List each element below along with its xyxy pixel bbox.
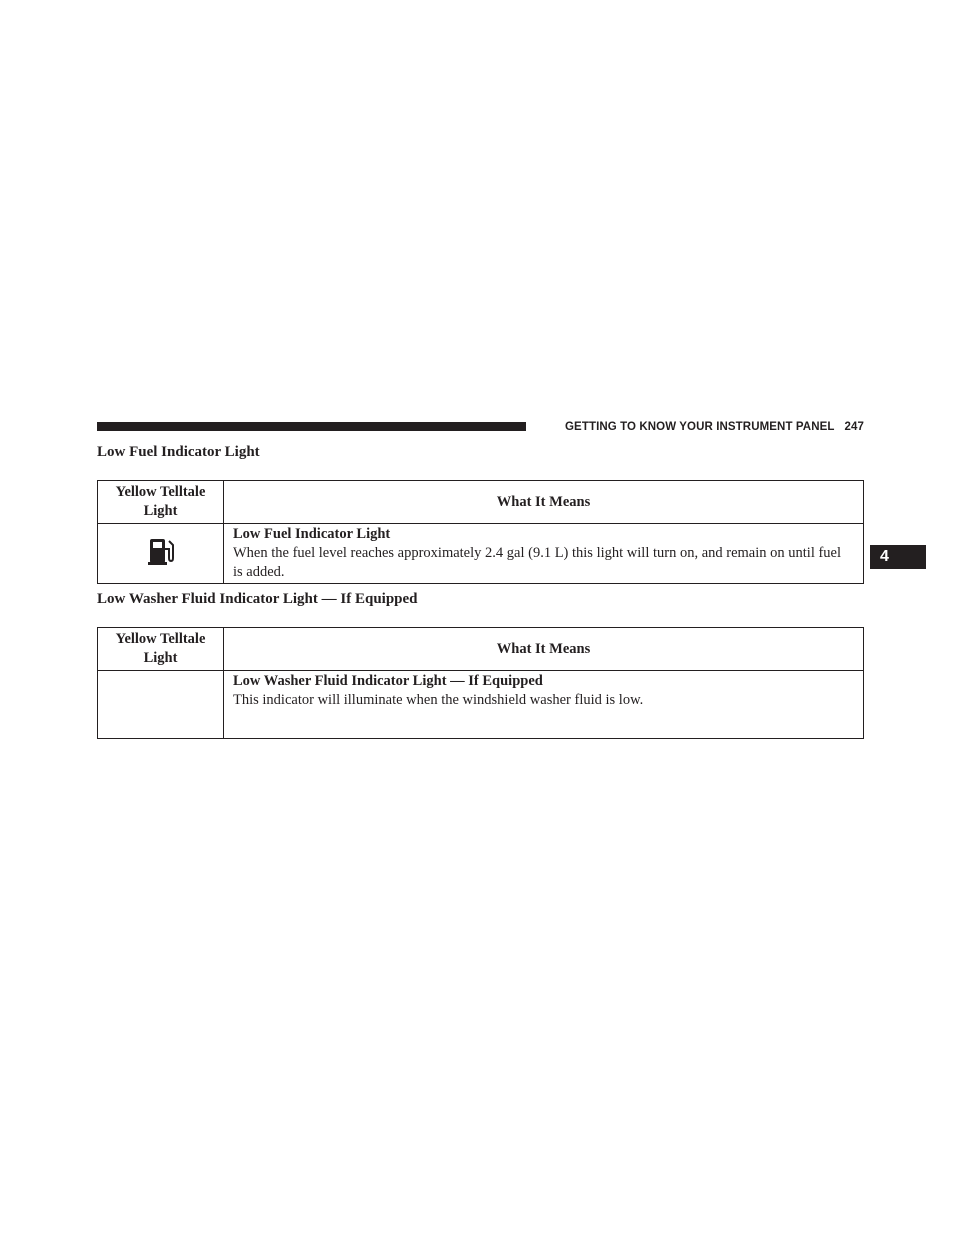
running-header <box>536 419 864 435</box>
description-text: When the fuel level reaches approximately 2.4 gal (9.1 L) this light will turn on, and remain on until fuel is added. <box>233 545 842 580</box>
telltale-table-low-fuel <box>97 480 864 584</box>
header-section-title: GETTING TO KNOW YOUR INSTRUMENT PANEL <box>565 421 835 433</box>
table-row <box>98 524 864 584</box>
section-heading-low-washer-fluid: Low Washer Fluid Indicator Light — If Equipped <box>97 591 418 607</box>
column-header-telltale: Yellow Telltale Light <box>98 481 224 524</box>
column-header-telltale: Yellow Telltale Light <box>98 628 224 671</box>
section-heading-low-fuel: Low Fuel Indicator Light <box>97 444 260 460</box>
column-header-meaning: What It Means <box>224 481 864 524</box>
fuel-pump-icon <box>147 537 175 572</box>
description-title: Low Washer Fluid Indicator Light — If Equipped <box>233 673 543 689</box>
description-title: Low Fuel Indicator Light <box>233 526 391 542</box>
telltale-icon-cell <box>98 671 224 739</box>
telltale-table-low-washer-fluid <box>97 627 864 739</box>
header-rule <box>97 422 526 431</box>
chapter-tab: 4 <box>870 545 926 569</box>
column-header-meaning: What It Means <box>224 628 864 671</box>
description-text: This indicator will illuminate when the windshield washer fluid is low. <box>233 692 644 708</box>
page-number: 247 <box>844 421 864 433</box>
telltale-description <box>224 524 864 584</box>
telltale-description <box>224 671 864 739</box>
telltale-icon-cell <box>98 524 224 584</box>
table-row <box>98 671 864 739</box>
